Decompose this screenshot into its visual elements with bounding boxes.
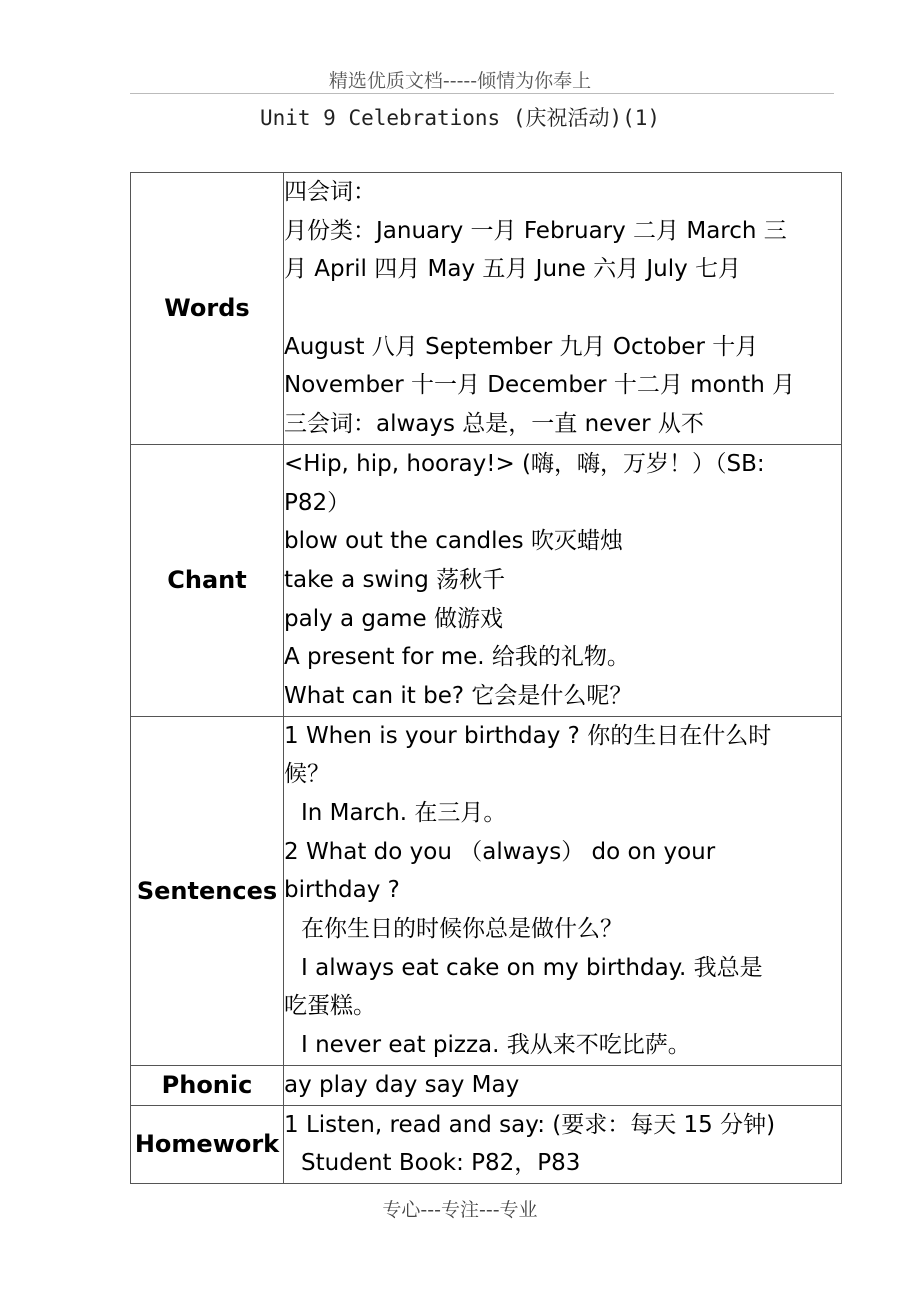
sentence-line: 吃蛋糕。	[284, 993, 376, 1020]
row-label-sentences: Sentences	[131, 716, 284, 1065]
chant-line: P82）	[284, 489, 351, 516]
lesson-plan-table	[130, 172, 842, 1184]
words-line: August 八月 September 九月 October 十月	[284, 333, 759, 360]
sentence-line: In March. 在三月。	[301, 800, 507, 826]
homework-line: 1 Listen, read and say: (要求：每天 15 分钟)	[284, 1111, 776, 1138]
chant-content	[284, 444, 842, 716]
table-row-words	[131, 173, 842, 445]
phonic-line: ay play day say May	[284, 1071, 520, 1098]
chant-line: A present for me. 给我的礼物。	[284, 644, 630, 671]
words-line: 四会词：	[284, 179, 376, 205]
table-row-chant	[131, 444, 842, 716]
words-line: November 十一月 December 十二月 month 月	[284, 372, 796, 399]
page-header: 精选优质文档-----倾情为你奉上	[328, 70, 592, 92]
words-line: 月 April 四月 May 五月 June 六月 July 七月	[284, 256, 742, 283]
sentences-content	[284, 716, 842, 1065]
words-line: 三会词：always 总是，一直 never 从不	[284, 411, 704, 438]
chant-line: What can it be? 它会是什么呢？	[284, 682, 633, 709]
sentence-line: 在你生日的时候你总是做什么？	[301, 916, 623, 943]
chant-line: paly a game 做游戏	[284, 605, 503, 632]
sentence-line: 1 When is your birthday ? 你的生日在什么时	[284, 722, 772, 749]
chant-line: blow out the candles 吹灭蜡烛	[284, 528, 623, 555]
homework-line: Student Book: P82，P83	[301, 1150, 581, 1177]
table-row-sentences	[131, 716, 842, 1065]
chant-line: <Hip, hip, hooray!> (嗨，嗨，万岁！）（SB:	[284, 450, 765, 477]
chant-line: take a swing 荡秋千	[284, 566, 506, 593]
sentence-line: I never eat pizza. 我从来不吃比萨。	[301, 1032, 691, 1059]
phonic-content	[284, 1065, 842, 1105]
document-title: Unit 9 Celebrations (庆祝活动)(1)	[259, 106, 661, 130]
sentence-line: 候？	[284, 761, 330, 788]
row-label-phonic: Phonic	[131, 1065, 284, 1105]
row-label-words: Words	[131, 173, 284, 445]
header-divider	[130, 93, 834, 94]
row-label-chant: Chant	[131, 444, 284, 716]
sentence-line: I always eat cake on my birthday. 我总是	[301, 954, 763, 981]
words-content	[284, 173, 842, 445]
sentence-line: birthday ?	[284, 877, 400, 904]
sentence-line: 2 What do you （always） do on your	[284, 838, 716, 865]
words-line: 月份类：January 一月 February 二月 March 三	[284, 217, 787, 244]
homework-content	[284, 1105, 842, 1183]
page-footer: 专心---专注---专业	[382, 1199, 538, 1221]
row-label-homework: Homework	[131, 1105, 284, 1183]
table-row-homework	[131, 1105, 842, 1183]
table-row-phonic	[131, 1065, 842, 1105]
words-line-blank	[284, 289, 841, 328]
